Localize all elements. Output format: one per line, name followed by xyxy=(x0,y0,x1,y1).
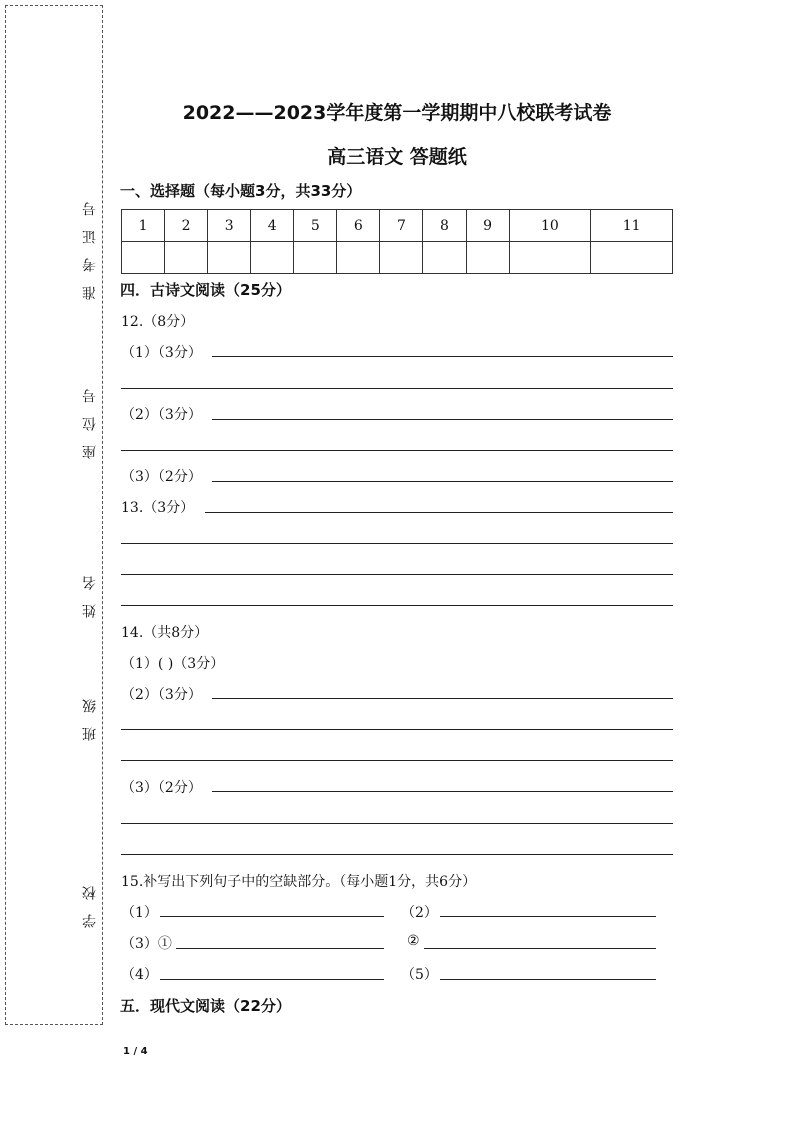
choice-answer-cell[interactable] xyxy=(466,242,509,274)
choice-number: 2 xyxy=(165,210,208,242)
q12-label: 12.（8分） xyxy=(121,314,195,330)
choice-answer-row xyxy=(122,242,673,274)
q12-part2-line[interactable] xyxy=(212,419,673,420)
q14-part2-label: （2）（3分） xyxy=(121,687,202,703)
q14-part3-line[interactable] xyxy=(121,823,673,824)
page-number: 1 / 4 xyxy=(123,1046,148,1057)
q12-part3-line[interactable] xyxy=(212,481,673,482)
class-label: 班级 xyxy=(82,685,98,741)
q13-line[interactable] xyxy=(121,605,673,606)
q15-blank3b-label: ② xyxy=(407,933,420,949)
choice-answer-cell[interactable] xyxy=(380,242,423,274)
q15-blank1-label: （1） xyxy=(121,905,158,921)
section1-title: 一、选择题（每小题3分，共33分） xyxy=(120,182,362,200)
q13-line[interactable] xyxy=(121,543,673,544)
choice-answer-cell[interactable] xyxy=(294,242,337,274)
q14-part2-line[interactable] xyxy=(121,760,673,761)
choice-answer-grid xyxy=(121,209,673,274)
q12-part3-label: （3）（2分） xyxy=(121,469,202,485)
choice-number: 7 xyxy=(380,210,423,242)
choice-number: 5 xyxy=(294,210,337,242)
q12-part2-line[interactable] xyxy=(121,450,673,451)
q13-label: 13.（3分） xyxy=(121,500,195,516)
choice-number-row xyxy=(122,210,673,242)
q12-part2-label: （2）（3分） xyxy=(121,407,202,423)
exam-id-label: 准考证号 xyxy=(82,188,98,300)
q14-part3-line[interactable] xyxy=(121,854,673,855)
choice-answer-cell[interactable] xyxy=(165,242,208,274)
choice-number: 4 xyxy=(251,210,294,242)
q12-part1-line[interactable] xyxy=(121,388,673,389)
q15-blank4-label: （4） xyxy=(121,967,158,983)
choice-answer-cell[interactable] xyxy=(251,242,294,274)
q15-blank2-line[interactable] xyxy=(440,916,656,917)
choice-number: 6 xyxy=(337,210,380,242)
school-label: 学校 xyxy=(82,872,98,928)
section5-title: 五．现代文阅读（22分） xyxy=(120,997,291,1015)
seat-label: 座位号 xyxy=(82,375,98,459)
choice-answer-cell[interactable] xyxy=(509,242,591,274)
choice-number: 9 xyxy=(466,210,509,242)
q15-blank3b-line[interactable] xyxy=(424,948,656,949)
choice-number: 8 xyxy=(423,210,466,242)
section4-title: 四．古诗文阅读（25分） xyxy=(120,281,291,299)
choice-answer-cell[interactable] xyxy=(122,242,165,274)
q15-blank5-line[interactable] xyxy=(440,979,656,980)
name-label: 姓名 xyxy=(82,562,98,618)
q13-line[interactable] xyxy=(205,512,673,513)
choice-answer-cell[interactable] xyxy=(208,242,251,274)
q15-blank5-label: （5） xyxy=(401,967,438,983)
q15-blank3a-line[interactable] xyxy=(176,948,384,949)
q13-line[interactable] xyxy=(121,574,673,575)
choice-answer-cell[interactable] xyxy=(423,242,466,274)
choice-answer-cell[interactable] xyxy=(337,242,380,274)
q14-part2-line[interactable] xyxy=(212,698,673,699)
q12-part1-label: （1）（3分） xyxy=(121,345,202,361)
q14-part1-label: （1）( )（3分） xyxy=(121,656,225,672)
exam-title: 2022——2023学年度第一学期期中八校联考试卷 xyxy=(182,102,612,124)
q15-label: 15.补写出下列句子中的空缺部分。（每小题1分，共6分） xyxy=(121,874,477,890)
choice-number: 10 xyxy=(509,210,591,242)
q15-blank4-line[interactable] xyxy=(160,979,384,980)
q15-blank2-label: （2） xyxy=(401,905,438,921)
choice-number: 1 xyxy=(122,210,165,242)
q14-part3-label: （3）（2分） xyxy=(121,780,202,796)
q15-blank3a-label: （3）① xyxy=(121,936,172,952)
choice-number: 3 xyxy=(208,210,251,242)
q14-label: 14.（共8分） xyxy=(121,625,209,641)
q15-blank1-line[interactable] xyxy=(160,916,384,917)
q12-part1-line[interactable] xyxy=(212,356,673,357)
q14-part3-line[interactable] xyxy=(212,791,673,792)
q14-part2-line[interactable] xyxy=(121,729,673,730)
choice-number: 11 xyxy=(591,210,673,242)
choice-answer-cell[interactable] xyxy=(591,242,673,274)
exam-subtitle: 高三语文 答题纸 xyxy=(327,146,467,168)
